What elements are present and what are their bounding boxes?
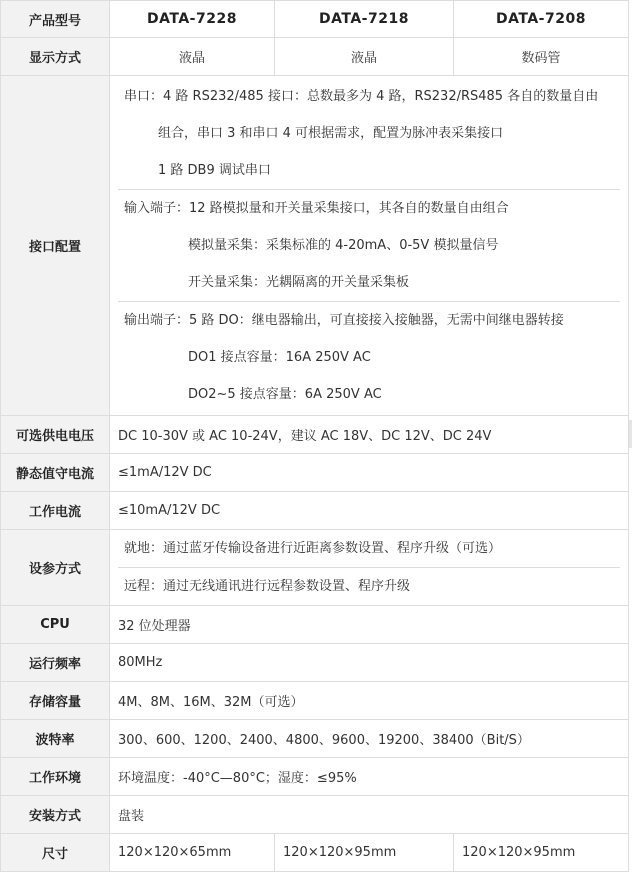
config-remote-group — [118, 567, 620, 605]
row-working-current — [1, 492, 629, 530]
serial-line-1: 串口：4 路 RS232/485 接口：总数最多为 4 路，RS232/RS485 各自的数量自由 — [124, 89, 599, 104]
row-model — [1, 1, 629, 38]
input-line-2: 模拟量采集：采集标准的 4-20mA、0-5V 模拟量信号 — [188, 238, 499, 253]
serial-line-3: 1 路 DB9 调试串口 — [158, 163, 271, 178]
value-baud: 300、600、1200、2400、4800、9600、19200、38400（Bit/S） — [110, 720, 629, 758]
value-cpu: 32 位处理器 — [110, 606, 629, 644]
model-7228: DATA-7228 — [110, 1, 275, 38]
label-frequency: 运行频率 — [1, 644, 110, 682]
value-working-current: ≤10mA/12V DC — [110, 492, 629, 530]
config-remote: 远程：通过无线通讯进行远程参数设置、程序升级 — [124, 579, 411, 594]
label-install: 安装方式 — [1, 796, 110, 834]
serial-line-2: 组合，串口 3 和串口 4 可根据需求，配置为脉冲表采集接口 — [158, 126, 504, 141]
value-environment: 环境温度：-40°C—80°C；湿度：≤95% — [110, 758, 629, 796]
model-7208: DATA-7208 — [454, 1, 629, 38]
row-baud — [1, 720, 629, 758]
row-standby — [1, 454, 629, 492]
row-frequency — [1, 644, 629, 682]
output-line-1: 输出端子：5 路 DO：继电器输出，可直接接入接触器，无需中间继电器转接 — [124, 313, 564, 328]
row-size — [1, 834, 629, 872]
size-7208: 120×120×95mm — [454, 834, 629, 872]
output-line-2: DO1 接点容量：16A 250V AC — [188, 350, 371, 365]
size-7218: 120×120×95mm — [275, 834, 454, 872]
display-7208: 数码管 — [454, 38, 629, 76]
row-display — [1, 38, 629, 76]
value-standby: ≤1mA/12V DC — [110, 454, 629, 492]
label-interface: 接口配置 — [1, 76, 110, 416]
input-line-1: 输入端子：12 路模拟量和开关量采集接口，其各自的数量自由组合 — [124, 201, 509, 216]
label-baud: 波特率 — [1, 720, 110, 758]
row-cpu — [1, 606, 629, 644]
interface-details — [110, 76, 629, 416]
input-group — [118, 189, 620, 301]
row-config — [1, 530, 629, 606]
label-model: 产品型号 — [1, 1, 110, 38]
label-cpu: CPU — [1, 606, 110, 644]
value-power: DC 10-30V 或 AC 10-24V，建议 AC 18V、DC 12V、DC 24V — [110, 416, 629, 454]
row-install — [1, 796, 629, 834]
config-details — [110, 530, 629, 606]
label-environment: 工作环境 — [1, 758, 110, 796]
label-working-current: 工作电流 — [1, 492, 110, 530]
label-storage: 存储容量 — [1, 682, 110, 720]
row-environment — [1, 758, 629, 796]
value-install: 盘装 — [110, 796, 629, 834]
model-7218: DATA-7218 — [275, 1, 454, 38]
input-line-3: 开关量采集：光耦隔离的开关量采集板 — [188, 275, 410, 290]
config-local-group — [118, 530, 620, 567]
label-power: 可选供电电压 — [1, 416, 110, 454]
row-storage — [1, 682, 629, 720]
output-group — [118, 301, 620, 413]
value-frequency: 80MHz — [110, 644, 629, 682]
label-standby: 静态值守电流 — [1, 454, 110, 492]
size-7228: 120×120×65mm — [110, 834, 275, 872]
label-display: 显示方式 — [1, 38, 110, 76]
serial-group — [118, 78, 620, 189]
label-size: 尺寸 — [1, 834, 110, 872]
row-power — [1, 416, 629, 454]
config-local: 就地：通过蓝牙传输设备进行近距离参数设置、程序升级（可选） — [124, 541, 502, 556]
display-7228: 液晶 — [110, 38, 275, 76]
value-storage: 4M、8M、16M、32M（可选） — [110, 682, 629, 720]
label-config: 设参方式 — [1, 530, 110, 606]
display-7218: 液晶 — [275, 38, 454, 76]
output-line-3: DO2~5 接点容量：6A 250V AC — [188, 387, 382, 402]
row-interface — [1, 76, 629, 416]
